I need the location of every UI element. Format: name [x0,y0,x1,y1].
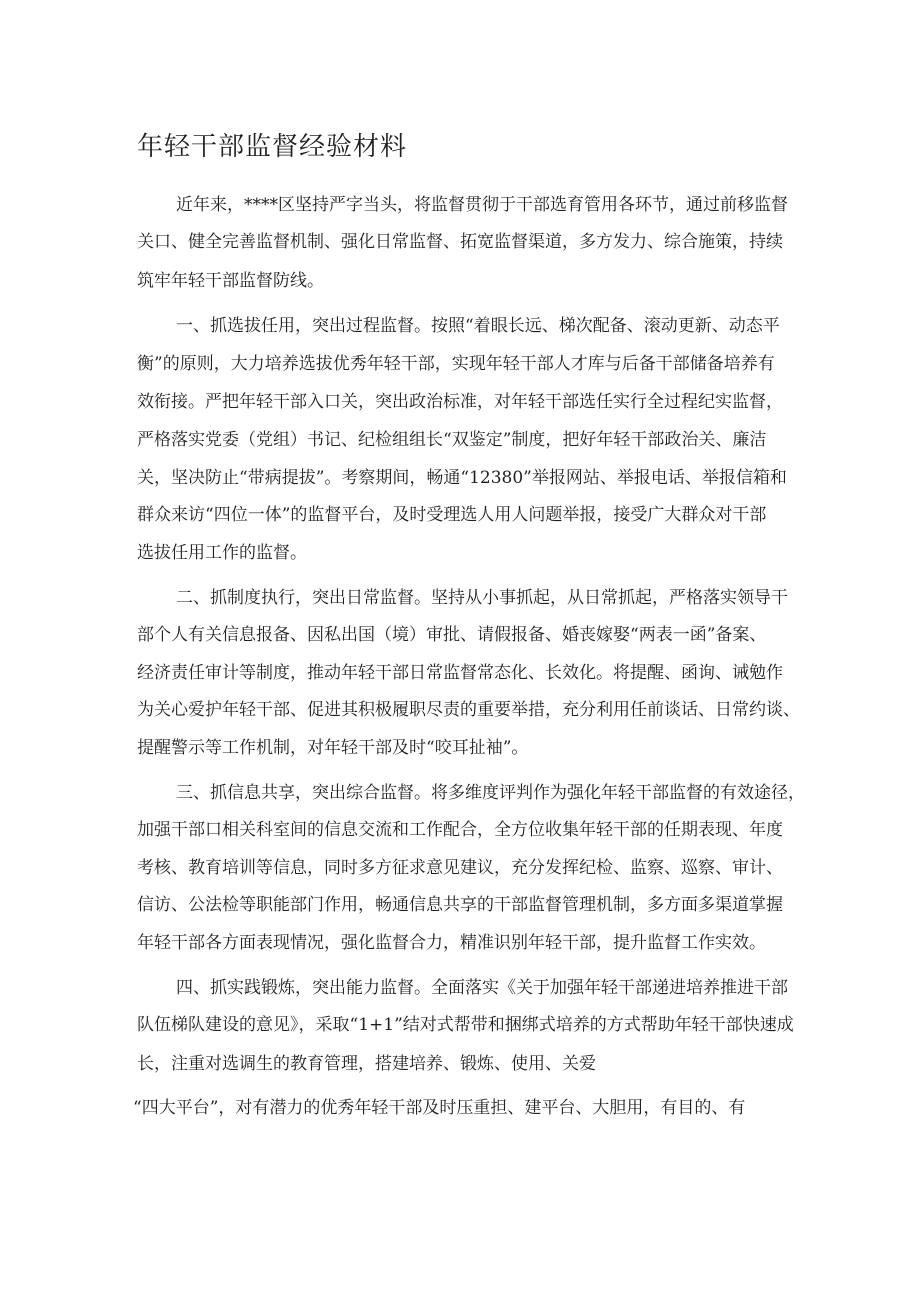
body-line: 经济责任审计等制度，推动年轻干部日常监督常态化、长效化。将提醒、函询、诫勉作 [137,663,783,683]
body-line: 提醒警示等工作机制，对年轻干部及时“咬耳扯袖”。 [137,738,529,758]
body-line: 近年来，****区坚持严字当头，将监督贯彻于干部选育管用各环节，通过前移监督 [176,195,788,215]
body-line: 部个人有关信息报备、因私出国（境）审批、请假报备、婚丧嫁娶“两表一函”备案、 [137,625,767,645]
body-line: 四、抓实践锻炼，突出能力监督。全面落实《关于加强年轻干部递进培养推进干部 [176,978,788,998]
body-line: 选拔任用工作的监督。 [137,543,307,563]
body-line: 信访、公法检等职能部门作用，畅通信息共享的干部监督管理机制，多方面多渠道掌握 [137,895,783,915]
body-line: 加强干部口相关科室间的信息交流和工作配合，全方位收集年轻干部的任期表现、年度 [137,820,783,840]
body-line: 关，坚决防止“带病提拔”。考察期间，畅通“12380”举报网站、举报电话、举报信箱和 [137,468,787,488]
body-line: 群众来访“四位一体”的监督平台，及时受理选人用人问题举报，接受广大群众对干部 [137,505,767,525]
body-line: 年轻干部各方面表现情况，强化监督合力，精准识别年轻干部，提升监督工作实效。 [137,933,766,953]
body-line: 关口、健全完善监督机制、强化日常监督、拓宽监督渠道，多方发力、综合施策，持续 [137,232,783,252]
body-line: 队伍梯队建设的意见》，采取“1+1”结对式帮带和捆绑式培养的方式帮助年轻干部快速成 [137,1015,794,1035]
body-line: 考核、教育培训等信息，同时多方征求意见建议，充分发挥纪检、监察、巡察、审计、 [137,858,783,878]
body-line: 长，注重对选调生的教育管理，搭建培养、锻炼、使用、关爱 [137,1054,596,1074]
body-line: 二、抓制度执行，突出日常监督。坚持从小事抓起，从日常抓起，严格落实领导干 [176,588,788,608]
body-line: 筑牢年轻干部监督防线。 [137,271,324,291]
body-line: 效衔接。严把年轻干部入口关，突出政治标准，对年轻干部选任实行全过程纪实监督， [137,392,783,412]
body-line: 一、抓选拔任用，突出过程监督。按照“着眼长远、梯次配备、滚动更新、动态平 [176,316,780,336]
body-line: 为关心爱护年轻干部、促进其积极履职尽责的重要举措，充分利用任前谈话、日常约谈、 [137,700,800,720]
body-line: 衡”的原则，大力培养选拔优秀年轻干部，实现年轻干部人才库与后备干部储备培养有 [137,354,775,374]
body-line: 三、抓信息共享，突出综合监督。将多维度评判作为强化年轻干部监督的有效途径， [176,783,805,803]
body-line: 严格落实党委（党组）书记、纪检组组长“双鉴定”制度，把好年轻干部政治关、廉洁 [137,430,767,450]
body-line: “四大平台”，对有潜力的优秀年轻干部及时压重担、建平台、大胆用，有目的、有 [133,1098,746,1118]
document-title: 年轻干部监督经验材料 [137,132,408,162]
